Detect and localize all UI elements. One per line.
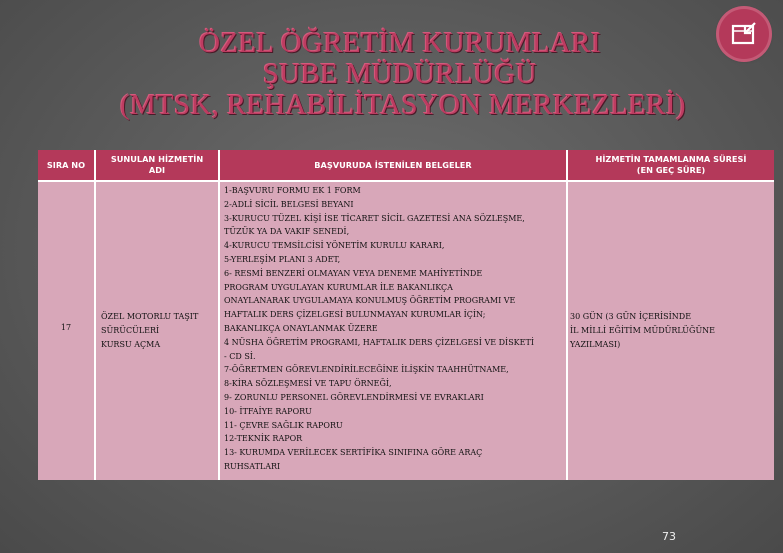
belge-line: 9- ZORUNLU PERSONEL GÖREVLENDİRMESİ VE EVRAKLARI (224, 392, 484, 402)
belge-line: RUHSATLARI (224, 461, 281, 471)
header-divider (38, 180, 774, 182)
sure-line: YAZILMASI) (570, 339, 621, 349)
column-divider (94, 150, 96, 480)
header-hizmet-adi-line-1: SUNULAN HİZMETİN (110, 154, 204, 164)
sure-line: 30 GÜN (3 GÜN İÇERİSİNDE (570, 312, 692, 321)
belge-line: 8-KİRA SÖZLEŞMESİ VE TAPU ÖRNEĞİ, (224, 379, 392, 389)
cell-belgeler (224, 184, 564, 474)
return-icon[interactable] (719, 9, 769, 59)
cell-hizmet-adi (101, 310, 216, 351)
header-sure (568, 150, 774, 180)
belge-line: 1-BAŞVURU FORMU EK 1 FORM (224, 186, 361, 195)
title-line-2: ŞUBE MÜDÜRLÜĞÜ (262, 58, 538, 90)
hizmet-adi-line: SÜRÜCÜLERİ (101, 325, 160, 335)
belge-line: 5-YERLEŞİM PLANI 3 ADET, (224, 254, 341, 264)
belge-line: HAFTALIK DERS ÇİZELGESİ BULUNMAYAN KURUMLAR İÇİN; (224, 310, 486, 320)
return-icon-glyph (731, 21, 757, 47)
page-number: 73 (662, 530, 676, 543)
belge-line: - CD Sİ. (224, 351, 256, 361)
belge-line: 4-KURUCU TEMSİLCİSİ YÖNETİM KURULU KARARI, (224, 241, 445, 251)
sure-line: İL MİLLİ EĞİTİM MÜDÜRLÜĞÜNE (570, 325, 716, 335)
services-table (38, 150, 774, 480)
column-divider (218, 150, 220, 480)
cell-sure (570, 310, 772, 351)
belge-line: 6- RESMİ BENZERİ OLMAYAN VEYA DENEME MAHİYETİNDE (224, 268, 483, 278)
belge-line: 4 NÜSHA ÖĞRETİM PROGRAMI, HAFTALIK DERS ÇİZELGESİ VE DİSKETİ (224, 337, 534, 347)
cell-sira-no (38, 321, 94, 335)
belge-line: 10- İTFAİYE RAPORU (224, 406, 312, 416)
belge-line: 3-KURUCU TÜZEL KİŞİ İSE TİCARET SİCİL GAZETESİ ANA SÖZLEŞME, (224, 213, 525, 223)
belge-line: 13- KURUMDA VERİLECEK SERTİFİKA SINIFINA GÖRE ARAÇ (224, 448, 483, 458)
header-sure-line-2: (EN GEÇ SÜRE) (636, 165, 706, 175)
title-line-1: ÖZEL ÖĞRETİM KURUMLARI (199, 27, 601, 59)
slide-title (120, 27, 686, 121)
header-hizmet-adi (96, 150, 218, 180)
hizmet-adi-line: ÖZEL MOTORLU TAŞIT (101, 312, 199, 321)
header-belgeler-text: BAŞVURUDA İSTENİLEN BELGELER (314, 159, 472, 170)
column-divider (566, 150, 568, 480)
belge-line: PROGRAM UYGULAYAN KURUMLAR İLE BAKANLIKÇA (224, 282, 453, 292)
belge-line: ONAYLANARAK UYGULAMAYA KONULMUŞ ÖĞRETİM PROGRAMI VE (224, 296, 516, 306)
belge-line: 2-ADLİ SİCİL BELGESİ BEYANI (224, 199, 354, 209)
header-hizmet-adi-line-2: ADI (148, 165, 166, 175)
belge-line: 12-TEKNİK RAPOR (224, 434, 303, 444)
belge-line: BAKANLIKÇA ONAYLANMAK ÜZERE (224, 323, 378, 333)
title-line-3: (MTSK, REHABİLİTASYON MERKEZLERİ) (120, 89, 686, 121)
hizmet-adi-line: KURSU AÇMA (101, 339, 161, 349)
cell-sira-no-text: 17 (60, 323, 72, 332)
belge-line: 11- ÇEVRE SAĞLIK RAPORU (224, 420, 343, 430)
belge-line: 7-ÖĞRETMEN GÖREVLENDİRİLECEĞİNE İLİŞKİN TAAHHÜTNAME, (224, 365, 509, 375)
header-belgeler (220, 150, 566, 180)
header-sira-no-text: SIRA NO (46, 159, 86, 170)
belge-line: TÜZÜK YA DA VAKIF SENEDİ, (224, 227, 350, 237)
header-sira-no (38, 150, 94, 180)
header-sure-line-1: HİZMETİN TAMAMLANMA SÜRESİ (595, 154, 747, 164)
